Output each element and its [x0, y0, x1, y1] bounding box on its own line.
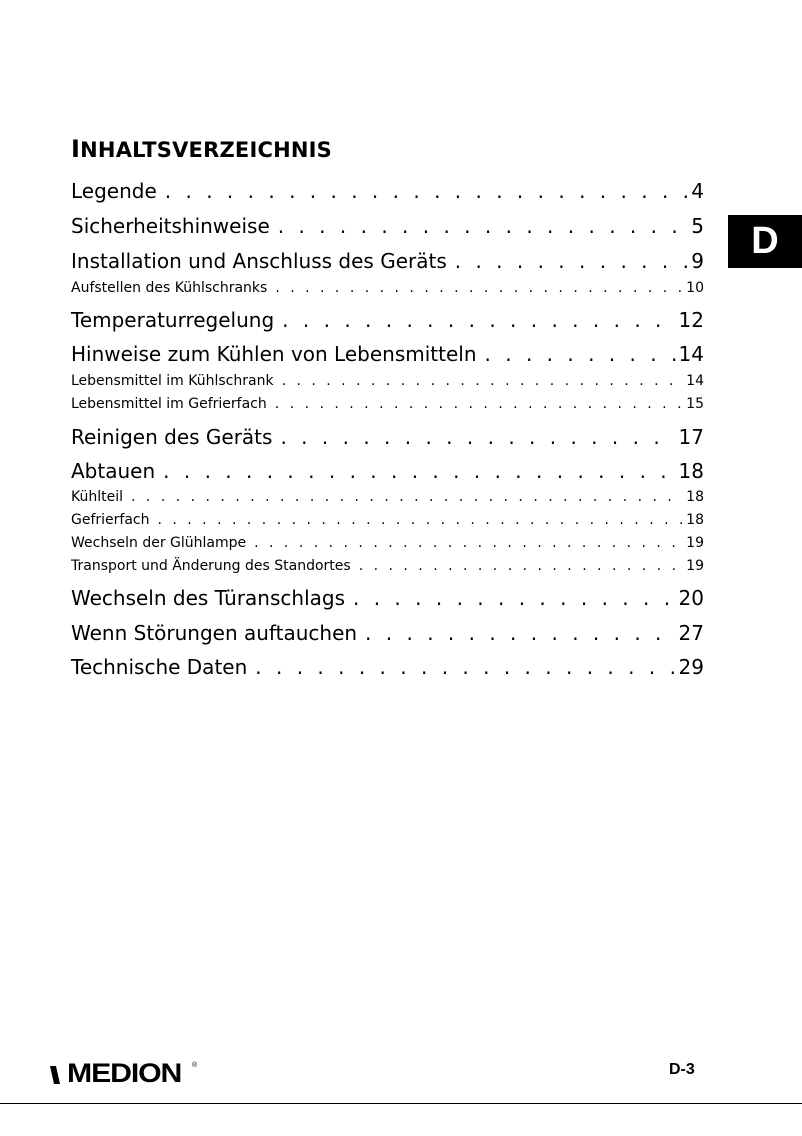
toc-subentry: [71, 511, 704, 530]
toc-entry-label: Aufstellen des Kühlschranks: [71, 280, 268, 296]
language-tab: D: [728, 215, 802, 268]
toc-entry-page: 14: [686, 373, 704, 389]
toc-subentry: [71, 557, 704, 576]
toc-entry-label: Installation und Anschluss des Geräts: [71, 249, 447, 273]
toc-leader-dots: [359, 557, 683, 576]
page-number: D-3: [669, 1061, 695, 1078]
toc-leader-dots: [275, 395, 683, 414]
toc-entry-page: 9: [691, 249, 704, 273]
toc-entry-label: Hinweise zum Kühlen von Lebensmitteln: [71, 342, 477, 366]
toc-entry-page: 10: [686, 280, 704, 296]
toc-leader-dots: [131, 488, 683, 507]
toc-leader-dots: [163, 457, 675, 485]
toc-leader-dots: [255, 653, 675, 681]
toc-entry-label: Sicherheitshinweise: [71, 214, 270, 238]
toc-entry-label: Lebensmittel im Gefrierfach: [71, 396, 267, 412]
toc-entry-label: Wechseln des Türanschlags: [71, 586, 345, 610]
toc-leader-dots: [485, 340, 676, 368]
toc-leader-dots: [365, 619, 676, 647]
toc-subentry: [71, 488, 704, 507]
toc-entry-label: Gefrierfach: [71, 512, 150, 528]
toc-entry-label: Reinigen des Geräts: [71, 425, 273, 449]
toc-entry: [71, 247, 704, 275]
toc-subentry: [71, 279, 704, 298]
toc-entry-page: 20: [678, 586, 704, 610]
toc-leader-dots: [353, 584, 676, 612]
page-title: [71, 135, 332, 164]
toc-entry-page: 15: [686, 396, 704, 412]
toc-entry-page: 14: [678, 342, 704, 366]
toc-entry-label: Kühlteil: [71, 489, 124, 505]
toc-entry: [71, 619, 704, 647]
toc-leader-dots: [254, 534, 683, 553]
toc-entry-page: 29: [678, 655, 704, 679]
page-title-initial: I: [71, 135, 81, 163]
toc-subentry: [71, 534, 704, 553]
toc-leader-dots: [157, 511, 683, 530]
toc-leader-dots: [165, 177, 688, 205]
toc-entry-label: Lebensmittel im Kühlschrank: [71, 373, 274, 389]
logo-mark-icon: [50, 1062, 66, 1084]
footer-rule: [0, 1103, 802, 1104]
toc-leader-dots: [455, 247, 689, 275]
toc-entry: [71, 177, 704, 205]
toc-entry: [71, 212, 704, 240]
toc-entry-label: Abtauen: [71, 459, 156, 483]
toc-entry: [71, 584, 704, 612]
toc-entry-label: Wechseln der Glühlampe: [71, 535, 247, 551]
toc-entry: [71, 306, 704, 334]
toc-leader-dots: [280, 423, 675, 451]
page-title-rest: NHALTSVERZEICHNIS: [80, 138, 332, 162]
toc-entry-label: Temperaturregelung: [71, 308, 275, 332]
toc-entry-label: Wenn Störungen auftauchen: [71, 621, 358, 645]
toc-entry-label: Transport und Änderung des Standortes: [71, 558, 351, 574]
toc-leader-dots: [278, 212, 689, 240]
toc-entry-page: 19: [686, 558, 704, 574]
toc-entry-page: 18: [686, 512, 704, 528]
toc-entry-page: 18: [678, 459, 704, 483]
toc-entry-page: 27: [678, 621, 704, 645]
toc-subentry: [71, 372, 704, 391]
toc-entry: [71, 457, 704, 485]
toc-entry-page: 12: [678, 308, 704, 332]
medion-logo: [50, 1058, 198, 1088]
toc-entry-page: 18: [686, 489, 704, 505]
toc-entry: [71, 340, 704, 368]
toc-leader-dots: [282, 372, 684, 391]
toc-entry: [71, 423, 704, 451]
toc-leader-dots: [275, 279, 683, 298]
toc-entry-page: 19: [686, 535, 704, 551]
toc-entry: [71, 653, 704, 681]
toc-subentry: [71, 395, 704, 414]
toc-entry-page: 5: [691, 214, 704, 238]
toc-entry-label: Legende: [71, 179, 157, 203]
toc-entry-page: 4: [691, 179, 704, 203]
toc-entry-label: Technische Daten: [71, 655, 248, 679]
logo-registered-mark: ®: [192, 1062, 198, 1069]
toc-leader-dots: [282, 306, 675, 334]
logo-text: MEDION: [67, 1058, 182, 1088]
toc-entry-page: 17: [678, 425, 704, 449]
